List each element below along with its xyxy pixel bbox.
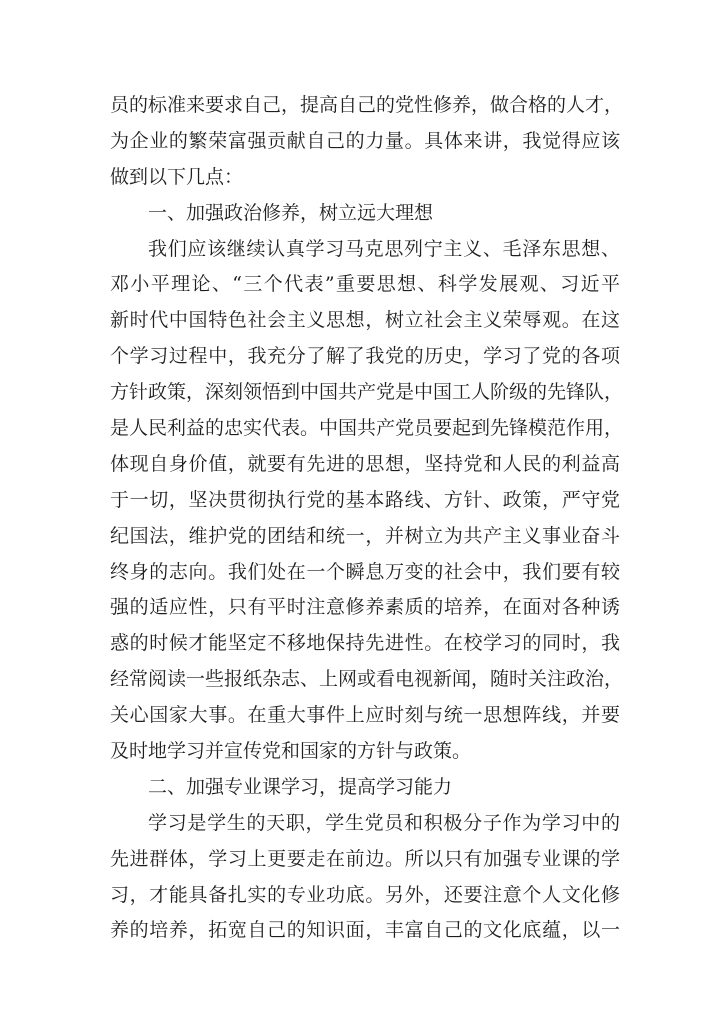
paragraph-line: 学习是学生的天职，学生党员和积极分子作为学习中的 — [148, 811, 620, 834]
paragraph-line: 惑的时候才能坚定不移地保持先进性。在校学习的同时，我 — [110, 632, 620, 655]
paragraph-line: 习，才能具备扎实的专业功底。另外，还要注意个人文化修 — [110, 883, 620, 906]
section-heading-2: 二、加强专业课学习，提高学习能力 — [148, 775, 453, 798]
paragraph-line: 是人民利益的忠实代表。中国共产党员要起到先锋模范作用， — [110, 417, 624, 440]
paragraph-line: 邓小平理论、“三个代表”重要思想、科学发展观、习近平 — [110, 273, 620, 296]
paragraph-line: 纪国法，维护党的团结和统一，并树立为共产主义事业奋斗 — [110, 524, 620, 547]
paragraph-line: 及时地学习并宣传党和国家的方针与政策。 — [110, 740, 472, 763]
paragraph-line: 做到以下几点： — [110, 165, 244, 188]
paragraph-line: 新时代中国特色社会主义思想，树立社会主义荣辱观。在这 — [110, 309, 620, 332]
paragraph-line: 为企业的繁荣富强贡献自己的力量。具体来讲，我觉得应该 — [110, 129, 620, 152]
paragraph-line: 关心国家大事。在重大事件上应时刻与统一思想阵线，并要 — [110, 704, 620, 727]
paragraph-line: 于一切，坚决贯彻执行党的基本路线、方针、政策，严守党 — [110, 488, 620, 511]
paragraph-line: 强的适应性，只有平时注意修养素质的培养，在面对各种诱 — [110, 596, 620, 619]
document-body — [110, 88, 624, 949]
paragraph-line: 终身的志向。我们处在一个瞬息万变的社会中，我们要有较 — [110, 560, 620, 583]
paragraph-line: 先进群体，学习上更要走在前边。所以只有加强专业课的学 — [110, 847, 620, 870]
paragraph-line: 方针政策，深刻领悟到中国共产党是中国工人阶级的先锋队， — [110, 381, 624, 404]
paragraph-line: 养的培养，拓宽自己的知识面，丰富自己的文化底蕴，以一 — [110, 919, 620, 942]
paragraph-line: 个学习过程中，我充分了解了我党的历史，学习了党的各项 — [110, 345, 620, 368]
paragraph-line: 体现自身价值，就要有先进的思想，坚持党和人民的利益高 — [110, 452, 620, 475]
section-heading-1: 一、加强政治修养，树立远大理想 — [148, 201, 434, 224]
paragraph-line: 我们应该继续认真学习马克思列宁主义、毛泽东思想、 — [148, 237, 620, 260]
paragraph-line: 员的标准来要求自己，提高自己的党性修养，做合格的人才， — [110, 94, 624, 116]
paragraph-line: 经常阅读一些报纸杂志、上网或看电视新闻，随时关注政治， — [110, 668, 624, 691]
